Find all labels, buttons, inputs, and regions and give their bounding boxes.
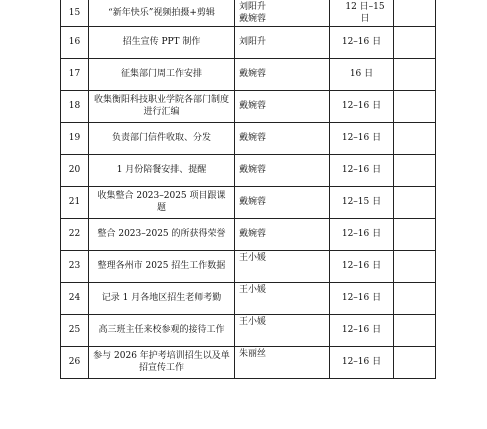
task-note [394,314,436,346]
task-note [394,218,436,250]
task-owner [235,218,330,250]
schedule-table-body [61,0,436,378]
task-note [394,26,436,58]
table-row [61,122,436,154]
task-description: 整合 2023–2025 的所获得荣誉 [89,218,235,250]
task-date: 12–16 日 [330,154,394,186]
task-note [394,0,436,26]
task-owner [235,282,330,314]
owner-name: 戴婉蓉 [239,197,267,207]
table-row [61,90,436,122]
table-row [61,0,436,26]
row-number: 17 [61,58,89,90]
owner-name: 戴婉蓉 [239,101,267,111]
task-note [394,250,436,282]
row-number: 25 [61,314,89,346]
row-number: 16 [61,26,89,58]
table-row [61,186,436,218]
task-description: 招生宣传 PPT 制作 [89,26,235,58]
task-owner [235,122,330,154]
task-note [394,346,436,378]
task-description: 征集部门周工作安排 [89,58,235,90]
task-owner [235,186,330,218]
owner-name: 戴婉蓉 [239,69,267,79]
table-row [61,154,436,186]
row-number: 21 [61,186,89,218]
task-owner [235,0,330,26]
schedule-table [60,0,436,379]
task-note [394,282,436,314]
task-description: 整理各州市 2025 招生工作数据 [89,250,235,282]
row-number: 20 [61,154,89,186]
task-date: 12–16 日 [330,122,394,154]
task-owner [235,346,330,378]
task-description: 收集衡阳科技职业学院各部门制度进行汇编 [89,90,235,122]
owner-name: 王小媛 [239,252,267,263]
table-row [61,282,436,314]
row-number: 15 [61,0,89,26]
owner-name: 戴婉蓉 [239,165,267,175]
task-description: 参与 2026 年护考培训招生以及单招宣传工作 [89,346,235,378]
owner-name: 朱丽丝 [239,348,267,359]
table-row [61,26,436,58]
task-description: 高三班主任来校参观的接待工作 [89,314,235,346]
table-row [61,218,436,250]
task-owner [235,250,330,282]
task-description: “新年快乐”视频拍摄+剪辑 [89,0,235,26]
task-date: 12–16 日 [330,26,394,58]
row-number: 23 [61,250,89,282]
task-date: 12–15 日 [330,186,394,218]
row-number: 24 [61,282,89,314]
task-date: 12–16 日 [330,282,394,314]
owner-name: 戴婉蓉 [239,13,267,24]
task-date: 12–16 日 [330,346,394,378]
row-number: 18 [61,90,89,122]
task-owner [235,314,330,346]
task-description: 负责部门信件收取、分发 [89,122,235,154]
table-row [61,58,436,90]
owner-name: 王小媛 [239,316,267,327]
table-row [61,250,436,282]
task-date: 12–16 日 [330,250,394,282]
row-number: 22 [61,218,89,250]
owner-name: 刘阳升 [239,1,267,12]
task-owner [235,58,330,90]
owner-name: 王小媛 [239,284,267,295]
task-date: 12–16 日 [330,314,394,346]
task-note [394,154,436,186]
task-date: 16 日 [330,58,394,90]
owner-name: 刘阳升 [239,37,267,47]
table-row [61,314,436,346]
task-note [394,58,436,90]
task-owner [235,90,330,122]
task-owner [235,26,330,58]
owner-name: 戴婉蓉 [239,133,267,143]
task-description: 1 月份陪餐安排、提醒 [89,154,235,186]
owner-name: 戴婉蓉 [239,229,267,239]
task-description: 记录 1 月各地区招生老师考勤 [89,282,235,314]
task-date: 12 日–15 日 [330,0,394,26]
task-date: 12–16 日 [330,90,394,122]
task-note [394,122,436,154]
table-row [61,346,436,378]
task-owner [235,154,330,186]
row-number: 19 [61,122,89,154]
schedule-table-wrapper [60,0,435,379]
task-date: 12–16 日 [330,218,394,250]
task-description: 收集整合 2023–2025 项目跟课题 [89,186,235,218]
task-note [394,186,436,218]
task-note [394,90,436,122]
row-number: 26 [61,346,89,378]
